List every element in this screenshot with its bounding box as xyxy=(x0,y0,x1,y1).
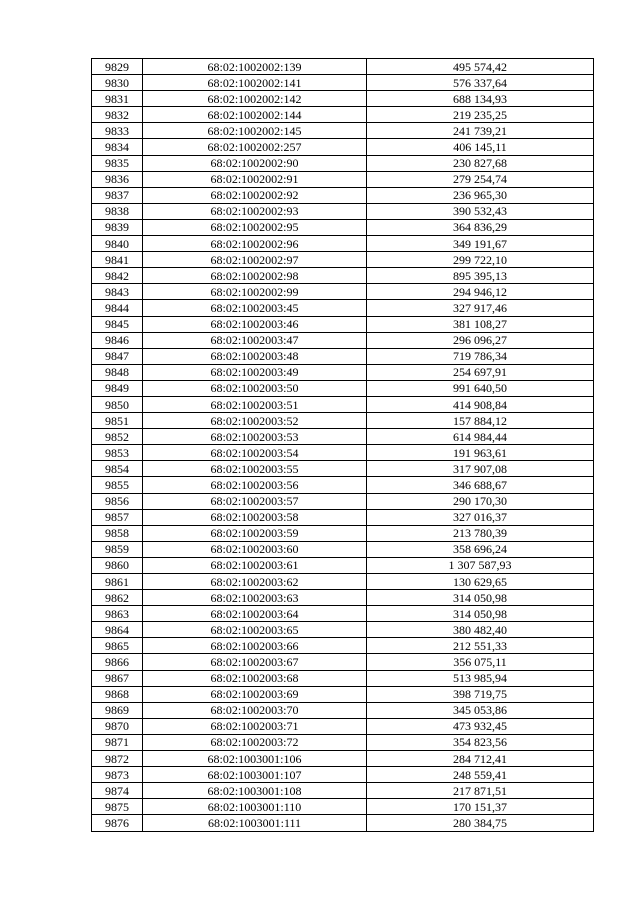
value-cell: 290 170,30 xyxy=(367,493,594,509)
value-cell: 473 932,45 xyxy=(367,718,594,734)
value-cell: 991 640,50 xyxy=(367,380,594,396)
row-number-cell: 9854 xyxy=(92,461,143,477)
value-cell: 294 946,12 xyxy=(367,284,594,300)
cadastral-number-cell: 68:02:1002002:257 xyxy=(143,139,367,155)
value-cell: 345 053,86 xyxy=(367,702,594,718)
cadastral-number-cell: 68:02:1002003:63 xyxy=(143,590,367,606)
table-row xyxy=(92,622,594,638)
table-row xyxy=(92,203,594,219)
table-row xyxy=(92,332,594,348)
row-number-cell: 9850 xyxy=(92,396,143,412)
table-row xyxy=(92,590,594,606)
row-number-cell: 9872 xyxy=(92,751,143,767)
value-cell: 895 395,13 xyxy=(367,268,594,284)
table-row xyxy=(92,606,594,622)
value-cell: 314 050,98 xyxy=(367,590,594,606)
row-number-cell: 9874 xyxy=(92,783,143,799)
table-row xyxy=(92,638,594,654)
cadastral-number-cell: 68:02:1002002:90 xyxy=(143,155,367,171)
value-cell: 236 965,30 xyxy=(367,187,594,203)
row-number-cell: 9873 xyxy=(92,767,143,783)
row-number-cell: 9867 xyxy=(92,670,143,686)
table-row xyxy=(92,654,594,670)
cadastral-number-cell: 68:02:1002003:66 xyxy=(143,638,367,654)
table-row xyxy=(92,187,594,203)
cadastral-number-cell: 68:02:1002002:93 xyxy=(143,203,367,219)
table-row xyxy=(92,429,594,445)
row-number-cell: 9870 xyxy=(92,718,143,734)
cadastral-number-cell: 68:02:1003001:111 xyxy=(143,815,367,831)
row-number-cell: 9832 xyxy=(92,107,143,123)
row-number-cell: 9848 xyxy=(92,364,143,380)
table-row xyxy=(92,155,594,171)
row-number-cell: 9871 xyxy=(92,734,143,750)
value-cell: 381 108,27 xyxy=(367,316,594,332)
value-cell: 317 907,08 xyxy=(367,461,594,477)
table-row xyxy=(92,107,594,123)
table-row xyxy=(92,461,594,477)
row-number-cell: 9840 xyxy=(92,236,143,252)
table-row xyxy=(92,767,594,783)
row-number-cell: 9859 xyxy=(92,541,143,557)
cadastral-number-cell: 68:02:1002003:69 xyxy=(143,686,367,702)
table-row xyxy=(92,751,594,767)
cadastral-number-cell: 68:02:1002002:144 xyxy=(143,107,367,123)
row-number-cell: 9857 xyxy=(92,509,143,525)
value-cell: 191 963,61 xyxy=(367,445,594,461)
value-cell: 390 532,43 xyxy=(367,203,594,219)
row-number-cell: 9841 xyxy=(92,252,143,268)
cadastral-number-cell: 68:02:1002003:51 xyxy=(143,396,367,412)
cadastral-number-cell: 68:02:1002003:48 xyxy=(143,348,367,364)
row-number-cell: 9835 xyxy=(92,155,143,171)
cadastral-number-cell: 68:02:1002002:142 xyxy=(143,91,367,107)
cadastral-number-cell: 68:02:1002002:98 xyxy=(143,268,367,284)
row-number-cell: 9855 xyxy=(92,477,143,493)
table-row xyxy=(92,557,594,573)
cadastral-number-cell: 68:02:1002003:68 xyxy=(143,670,367,686)
table-row xyxy=(92,783,594,799)
table-row xyxy=(92,268,594,284)
row-number-cell: 9844 xyxy=(92,300,143,316)
cadastral-number-cell: 68:02:1002002:91 xyxy=(143,171,367,187)
value-cell: 349 191,67 xyxy=(367,236,594,252)
cadastral-number-cell: 68:02:1002002:99 xyxy=(143,284,367,300)
table-row xyxy=(92,702,594,718)
value-cell: 130 629,65 xyxy=(367,574,594,590)
value-cell: 219 235,25 xyxy=(367,107,594,123)
row-number-cell: 9860 xyxy=(92,557,143,573)
value-cell: 406 145,11 xyxy=(367,139,594,155)
table-row xyxy=(92,670,594,686)
cadastral-number-cell: 68:02:1002003:47 xyxy=(143,332,367,348)
value-cell: 614 984,44 xyxy=(367,429,594,445)
cadastral-number-cell: 68:02:1003001:108 xyxy=(143,783,367,799)
cadastral-number-cell: 68:02:1002003:45 xyxy=(143,300,367,316)
value-cell: 513 985,94 xyxy=(367,670,594,686)
value-cell: 284 712,41 xyxy=(367,751,594,767)
row-number-cell: 9831 xyxy=(92,91,143,107)
table-row xyxy=(92,348,594,364)
table-row xyxy=(92,686,594,702)
table-body xyxy=(92,59,594,832)
row-number-cell: 9875 xyxy=(92,799,143,815)
row-number-cell: 9838 xyxy=(92,203,143,219)
cadastral-number-cell: 68:02:1002003:56 xyxy=(143,477,367,493)
table-row xyxy=(92,300,594,316)
cadastral-number-cell: 68:02:1002003:70 xyxy=(143,702,367,718)
table-row xyxy=(92,364,594,380)
table-row xyxy=(92,219,594,235)
table-row xyxy=(92,477,594,493)
table-row xyxy=(92,59,594,75)
table-row xyxy=(92,171,594,187)
row-number-cell: 9865 xyxy=(92,638,143,654)
value-cell: 212 551,33 xyxy=(367,638,594,654)
row-number-cell: 9876 xyxy=(92,815,143,831)
cadastral-number-cell: 68:02:1002003:50 xyxy=(143,380,367,396)
row-number-cell: 9846 xyxy=(92,332,143,348)
cadastral-number-cell: 68:02:1002003:54 xyxy=(143,445,367,461)
row-number-cell: 9863 xyxy=(92,606,143,622)
value-cell: 358 696,24 xyxy=(367,541,594,557)
cadastral-number-cell: 68:02:1002003:55 xyxy=(143,461,367,477)
value-cell: 230 827,68 xyxy=(367,155,594,171)
value-cell: 719 786,34 xyxy=(367,348,594,364)
value-cell: 398 719,75 xyxy=(367,686,594,702)
table-row xyxy=(92,75,594,91)
cadastral-number-cell: 68:02:1002002:95 xyxy=(143,219,367,235)
row-number-cell: 9868 xyxy=(92,686,143,702)
value-cell: 576 337,64 xyxy=(367,75,594,91)
cadastral-number-cell: 68:02:1002002:145 xyxy=(143,123,367,139)
value-cell: 1 307 587,93 xyxy=(367,557,594,573)
value-cell: 364 836,29 xyxy=(367,219,594,235)
table-row xyxy=(92,525,594,541)
table-row xyxy=(92,236,594,252)
table-row xyxy=(92,493,594,509)
value-cell: 346 688,67 xyxy=(367,477,594,493)
row-number-cell: 9833 xyxy=(92,123,143,139)
value-cell: 354 823,56 xyxy=(367,734,594,750)
cadastral-number-cell: 68:02:1002003:57 xyxy=(143,493,367,509)
row-number-cell: 9862 xyxy=(92,590,143,606)
cadastral-number-cell: 68:02:1002003:58 xyxy=(143,509,367,525)
value-cell: 170 151,37 xyxy=(367,799,594,815)
value-cell: 356 075,11 xyxy=(367,654,594,670)
cadastral-number-cell: 68:02:1003001:107 xyxy=(143,767,367,783)
value-cell: 688 134,93 xyxy=(367,91,594,107)
data-table xyxy=(91,58,594,832)
cadastral-number-cell: 68:02:1002003:59 xyxy=(143,525,367,541)
table-row xyxy=(92,91,594,107)
cadastral-number-cell: 68:02:1002002:96 xyxy=(143,236,367,252)
row-number-cell: 9852 xyxy=(92,429,143,445)
table-row xyxy=(92,252,594,268)
row-number-cell: 9869 xyxy=(92,702,143,718)
cadastral-number-cell: 68:02:1002002:92 xyxy=(143,187,367,203)
value-cell: 296 096,27 xyxy=(367,332,594,348)
row-number-cell: 9856 xyxy=(92,493,143,509)
row-number-cell: 9847 xyxy=(92,348,143,364)
value-cell: 299 722,10 xyxy=(367,252,594,268)
cadastral-number-cell: 68:02:1002003:72 xyxy=(143,734,367,750)
value-cell: 213 780,39 xyxy=(367,525,594,541)
table-row xyxy=(92,815,594,831)
cadastral-number-cell: 68:02:1002003:49 xyxy=(143,364,367,380)
table-row xyxy=(92,799,594,815)
cadastral-number-cell: 68:02:1003001:110 xyxy=(143,799,367,815)
cadastral-number-cell: 68:02:1002003:64 xyxy=(143,606,367,622)
cadastral-number-cell: 68:02:1002003:71 xyxy=(143,718,367,734)
value-cell: 248 559,41 xyxy=(367,767,594,783)
row-number-cell: 9864 xyxy=(92,622,143,638)
value-cell: 327 917,46 xyxy=(367,300,594,316)
table-row xyxy=(92,734,594,750)
cadastral-number-cell: 68:02:1002003:53 xyxy=(143,429,367,445)
cadastral-number-cell: 68:02:1002002:139 xyxy=(143,59,367,75)
value-cell: 254 697,91 xyxy=(367,364,594,380)
cadastral-number-cell: 68:02:1002002:141 xyxy=(143,75,367,91)
row-number-cell: 9858 xyxy=(92,525,143,541)
cadastral-number-cell: 68:02:1002002:97 xyxy=(143,252,367,268)
value-cell: 241 739,21 xyxy=(367,123,594,139)
table-row xyxy=(92,413,594,429)
row-number-cell: 9842 xyxy=(92,268,143,284)
row-number-cell: 9853 xyxy=(92,445,143,461)
table-row xyxy=(92,541,594,557)
table-row xyxy=(92,718,594,734)
table-row xyxy=(92,396,594,412)
cadastral-number-cell: 68:02:1003001:106 xyxy=(143,751,367,767)
value-cell: 279 254,74 xyxy=(367,171,594,187)
table-row xyxy=(92,574,594,590)
row-number-cell: 9830 xyxy=(92,75,143,91)
value-cell: 314 050,98 xyxy=(367,606,594,622)
row-number-cell: 9849 xyxy=(92,380,143,396)
cadastral-number-cell: 68:02:1002003:61 xyxy=(143,557,367,573)
row-number-cell: 9834 xyxy=(92,139,143,155)
value-cell: 495 574,42 xyxy=(367,59,594,75)
cadastral-number-cell: 68:02:1002003:46 xyxy=(143,316,367,332)
row-number-cell: 9836 xyxy=(92,171,143,187)
value-cell: 217 871,51 xyxy=(367,783,594,799)
value-cell: 414 908,84 xyxy=(367,396,594,412)
value-cell: 157 884,12 xyxy=(367,413,594,429)
row-number-cell: 9843 xyxy=(92,284,143,300)
table-row xyxy=(92,509,594,525)
row-number-cell: 9866 xyxy=(92,654,143,670)
row-number-cell: 9837 xyxy=(92,187,143,203)
row-number-cell: 9861 xyxy=(92,574,143,590)
cadastral-number-cell: 68:02:1002003:65 xyxy=(143,622,367,638)
table-row xyxy=(92,123,594,139)
cadastral-number-cell: 68:02:1002003:67 xyxy=(143,654,367,670)
table-row xyxy=(92,284,594,300)
row-number-cell: 9839 xyxy=(92,219,143,235)
table-row xyxy=(92,445,594,461)
row-number-cell: 9829 xyxy=(92,59,143,75)
row-number-cell: 9851 xyxy=(92,413,143,429)
table-row xyxy=(92,380,594,396)
cadastral-number-cell: 68:02:1002003:52 xyxy=(143,413,367,429)
row-number-cell: 9845 xyxy=(92,316,143,332)
table-row xyxy=(92,316,594,332)
cadastral-number-cell: 68:02:1002003:60 xyxy=(143,541,367,557)
table-row xyxy=(92,139,594,155)
cadastral-number-cell: 68:02:1002003:62 xyxy=(143,574,367,590)
value-cell: 327 016,37 xyxy=(367,509,594,525)
value-cell: 280 384,75 xyxy=(367,815,594,831)
value-cell: 380 482,40 xyxy=(367,622,594,638)
